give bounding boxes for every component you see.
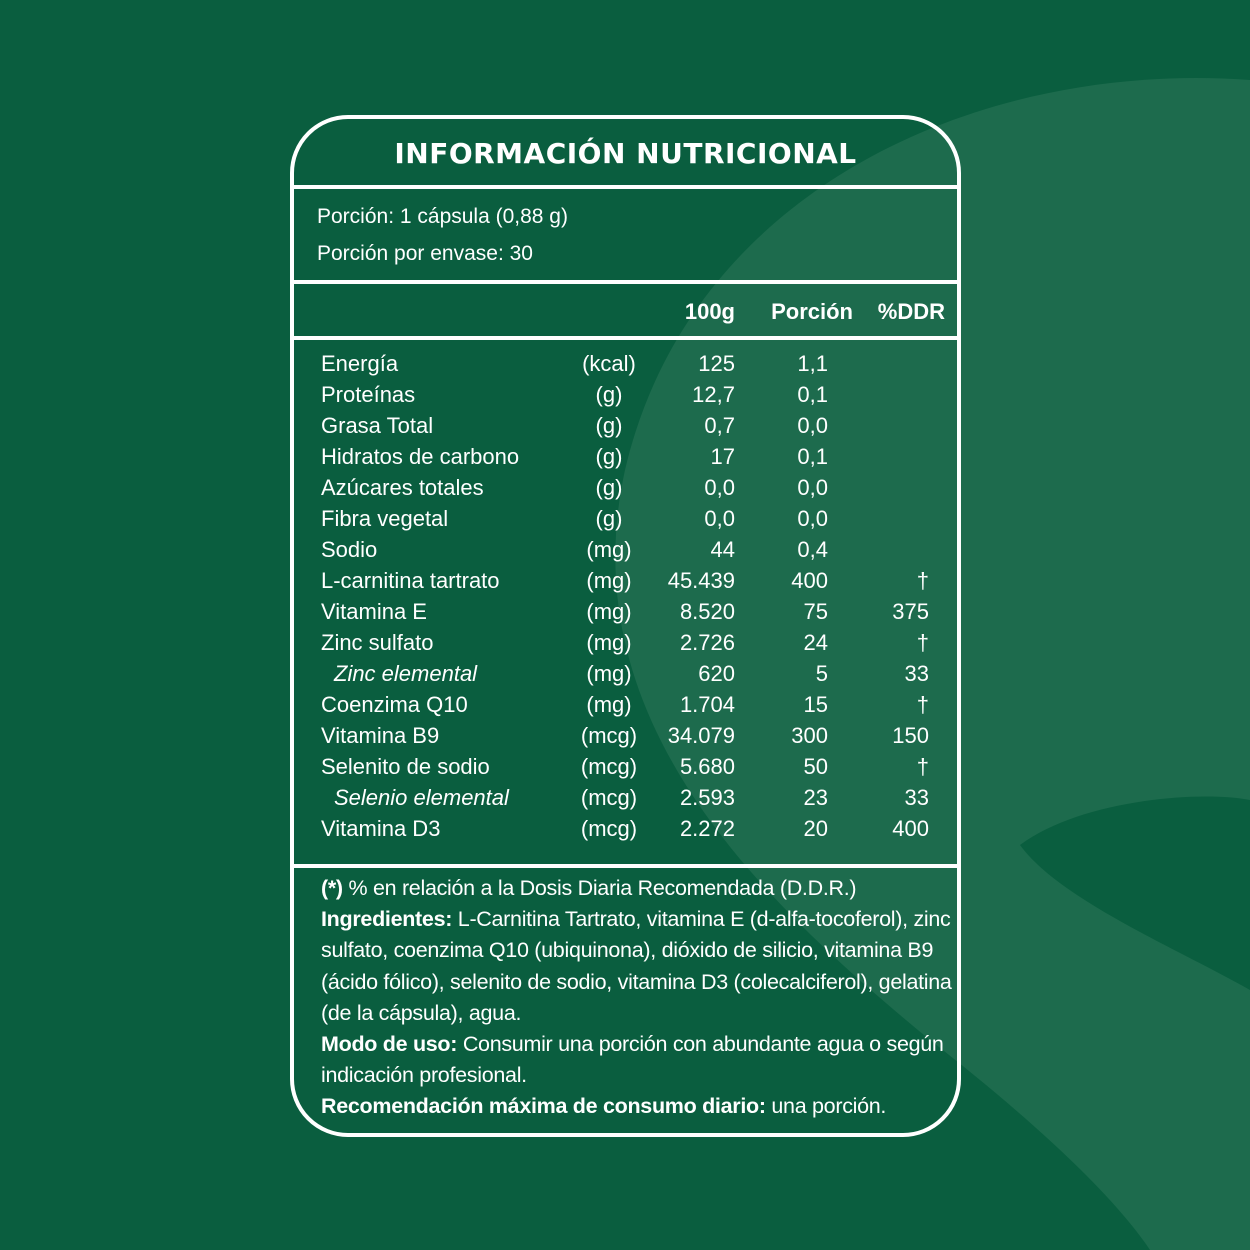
ddr-note-mark: (*) [321, 876, 343, 900]
table-row [294, 692, 957, 723]
table-row [294, 537, 957, 568]
value-ddr: † [916, 630, 929, 655]
value-ddr: † [916, 692, 929, 717]
nutrient-name: Zinc sulfato [321, 630, 434, 655]
nutrient-unit: (g) [595, 413, 623, 438]
column-header-ddr: %DDR [877, 299, 945, 324]
nutrient-name: Vitamina B9 [321, 723, 440, 748]
nutrient-unit: (mg) [586, 599, 632, 624]
value-per-portion: 24 [803, 630, 828, 655]
nutrient-name: Energía [321, 351, 399, 376]
value-per-100g: 17 [710, 444, 735, 469]
table-row [294, 382, 957, 413]
value-per-portion: 300 [791, 723, 828, 748]
column-header-portion: Porción [771, 299, 853, 324]
ingredients-label: Ingredientes: [321, 907, 453, 932]
value-per-portion: 0,4 [797, 537, 828, 562]
value-per-100g: 34.079 [667, 723, 735, 748]
table-row [294, 506, 957, 537]
value-ddr: † [916, 568, 929, 593]
nutrient-unit: (mg) [586, 692, 632, 717]
value-ddr: 33 [904, 785, 929, 810]
ingredients-text: L-Carnitina Tartrato, vitamina E (d-alfa-tocoferol), zinc sulfato, coenzima Q10 (ubiquinona), dióxido de silicio, vitamina B9 (ácido fólico), selenito de sodio, vitamina D3 (colecalciferol), gelatina (de la cápsula), agua. [321, 907, 952, 1025]
nutrient-unit: (mg) [586, 537, 632, 562]
nutrient-unit: (mcg) [580, 785, 638, 810]
servings-per-container: Porción por envase: 30 [317, 242, 533, 265]
table-row [294, 351, 957, 382]
nutrient-name: Sodio [321, 537, 378, 562]
value-per-100g: 0,7 [704, 413, 735, 438]
value-per-100g: 5.680 [679, 754, 735, 779]
nutrient-name: Grasa Total [321, 413, 434, 438]
ingredients [321, 904, 953, 1029]
nutrient-name: Vitamina D3 [321, 816, 441, 841]
divider-header [294, 336, 957, 340]
value-per-100g: 44 [710, 537, 735, 562]
nutrient-unit: (g) [595, 382, 623, 407]
max-consumption-label: Recomendación máxima de consumo diario: [321, 1094, 766, 1119]
value-per-100g: 0,0 [704, 475, 735, 500]
table-row [294, 661, 957, 692]
nutrient-name: Hidratos de carbono [321, 444, 520, 469]
value-per-portion: 23 [803, 785, 828, 810]
divider-footer [294, 864, 957, 868]
value-per-100g: 125 [698, 351, 735, 376]
value-ddr: † [916, 754, 929, 779]
value-ddr: 33 [904, 661, 929, 686]
column-header-100g: 100g [684, 299, 735, 324]
nutrient-unit: (mcg) [580, 754, 638, 779]
table-row [294, 444, 957, 475]
max-consumption-text: una porción. [765, 1094, 887, 1119]
nutrient-name: Vitamina E [321, 599, 427, 624]
value-per-portion: 0,0 [797, 506, 828, 531]
max-consumption [321, 1091, 953, 1122]
nutrient-unit: (g) [595, 475, 623, 500]
usage [321, 1029, 953, 1091]
nutrient-unit: (mcg) [580, 723, 638, 748]
nutrient-name: Selenito de sodio [321, 754, 490, 779]
nutrient-unit: (g) [595, 444, 623, 469]
value-ddr: 400 [892, 816, 929, 841]
value-per-100g: 2.726 [679, 630, 735, 655]
nutrient-unit: (mg) [586, 568, 632, 593]
table-row [294, 568, 957, 599]
nutrient-unit: (mg) [586, 661, 632, 686]
nutrient-unit: (mcg) [580, 816, 638, 841]
value-per-100g: 0,0 [704, 506, 735, 531]
value-per-portion: 20 [803, 816, 828, 841]
divider-serving [294, 280, 957, 284]
value-per-portion: 75 [803, 599, 828, 624]
nutrient-unit: (kcal) [582, 351, 636, 376]
nutrient-name: Selenio elemental [334, 785, 509, 810]
value-per-100g: 620 [698, 661, 735, 686]
nutrient-name: L-carnitina tartrato [321, 568, 500, 593]
table-row [294, 723, 957, 754]
divider-title [294, 185, 957, 189]
value-per-100g: 45.439 [667, 568, 735, 593]
table-row [294, 754, 957, 785]
value-per-portion: 15 [803, 692, 828, 717]
ddr-note [321, 873, 953, 904]
label-footer [321, 873, 953, 1123]
nutrient-name: Coenzima Q10 [321, 692, 468, 717]
nutrient-name: Zinc elemental [334, 661, 478, 686]
value-per-portion: 0,1 [797, 382, 828, 407]
nutrition-label [290, 115, 961, 1137]
nutrient-name: Fibra vegetal [321, 506, 449, 531]
value-per-portion: 1,1 [797, 351, 828, 376]
nutrient-name: Proteínas [321, 382, 416, 407]
value-per-100g: 2.272 [679, 816, 735, 841]
table-row [294, 413, 957, 444]
table-row [294, 816, 957, 847]
value-ddr: 150 [892, 723, 929, 748]
value-per-100g: 8.520 [679, 599, 735, 624]
nutrient-name: Azúcares totales [321, 475, 484, 500]
nutrient-unit: (g) [595, 506, 623, 531]
usage-label: Modo de uso: [321, 1032, 458, 1057]
value-per-100g: 12,7 [692, 382, 735, 407]
table-row [294, 599, 957, 630]
value-per-100g: 1.704 [679, 692, 735, 717]
table-row [294, 785, 957, 816]
ddr-note-text: % en relación a la Dosis Diaria Recomendada (D.D.R.) [342, 876, 857, 900]
value-ddr: 375 [892, 599, 929, 624]
value-per-portion: 0,0 [797, 475, 828, 500]
value-per-portion: 0,1 [797, 444, 828, 469]
nutrient-unit: (mg) [586, 630, 632, 655]
serving-size: Porción: 1 cápsula (0,88 g) [317, 205, 568, 228]
value-per-portion: 400 [791, 568, 828, 593]
label-title: INFORMACIÓN NUTRICIONAL [394, 137, 857, 170]
value-per-100g: 2.593 [679, 785, 735, 810]
table-row [294, 630, 957, 661]
table-row [294, 475, 957, 506]
value-per-portion: 0,0 [797, 413, 828, 438]
value-per-portion: 5 [815, 661, 828, 686]
value-per-portion: 50 [803, 754, 828, 779]
usage-text: Consumir una porción con abundante agua o según indicación profesional. [321, 1032, 944, 1088]
